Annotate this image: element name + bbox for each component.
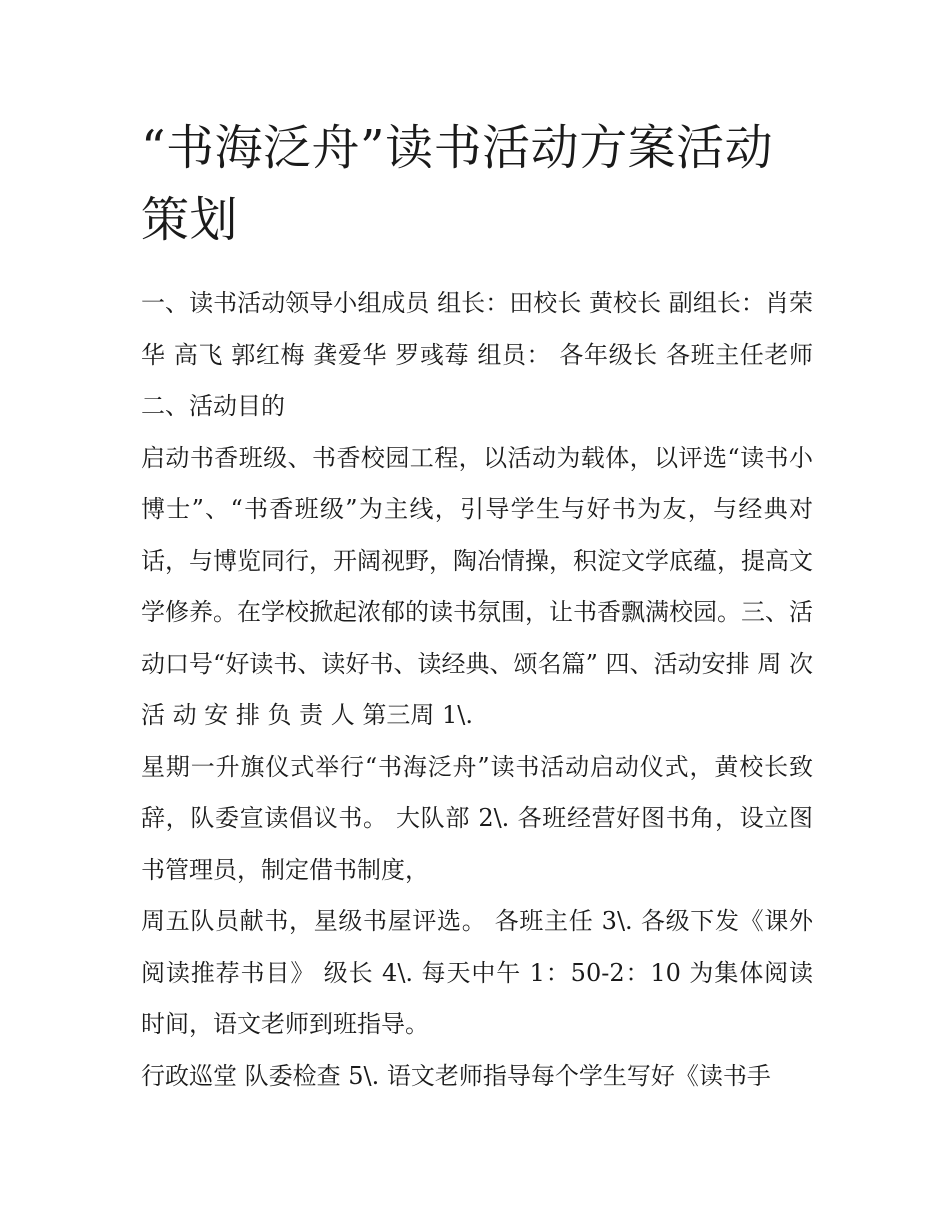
paragraph-leadership: 一、读书活动领导小组成员 组长：田校长 黄校长 副组长：肖荣华 高飞 郭红梅 龚爱华 罗彧莓 组员： 各年级长 各班主任老师 二、活动目的 bbox=[141, 289, 813, 420]
document-page bbox=[141, 112, 813, 1102]
paragraph-launch: 星期一升旗仪式举行“书海泛舟”读书活动启动仪式，黄校长致辞，队委宣读倡议书。 大队部 2\. 各班经营好图书角，设立图书管理员，制定借书制度， bbox=[141, 752, 813, 884]
document-body bbox=[141, 278, 813, 1102]
paragraph-inspection: 行政巡堂 队委检查 5\. 语文老师指导每个学生写好《读书手 bbox=[141, 1061, 771, 1090]
paragraph-purpose: 启动书香班级、书香校园工程，以活动为载体，以评选“读书小博士”、“书香班级”为主线，引导学生与好书为友，与经典对话，与博览同行，开阔视野，陶冶情操，积淀文学底蕴，提高文学修养。在学校掀起浓郁的读书氛围，让书香飘满校园。三、活动口号“好读书、读好书、读经典、颂名篇” 四、活动安排 周 次 活 动 安 排 负 责 人 第三周 1\. bbox=[141, 443, 813, 729]
document-title: “书海泛舟”读书活动方案活动策划 bbox=[141, 120, 774, 248]
paragraph-donation: 周五队员献书，星级书屋评选。 各班主任 3\. 各级下发《课外阅读推荐书目》 级长 4\. 每天中午 1：50-2：10 为集体阅读时间，语文老师到班指导。 bbox=[141, 907, 813, 1038]
